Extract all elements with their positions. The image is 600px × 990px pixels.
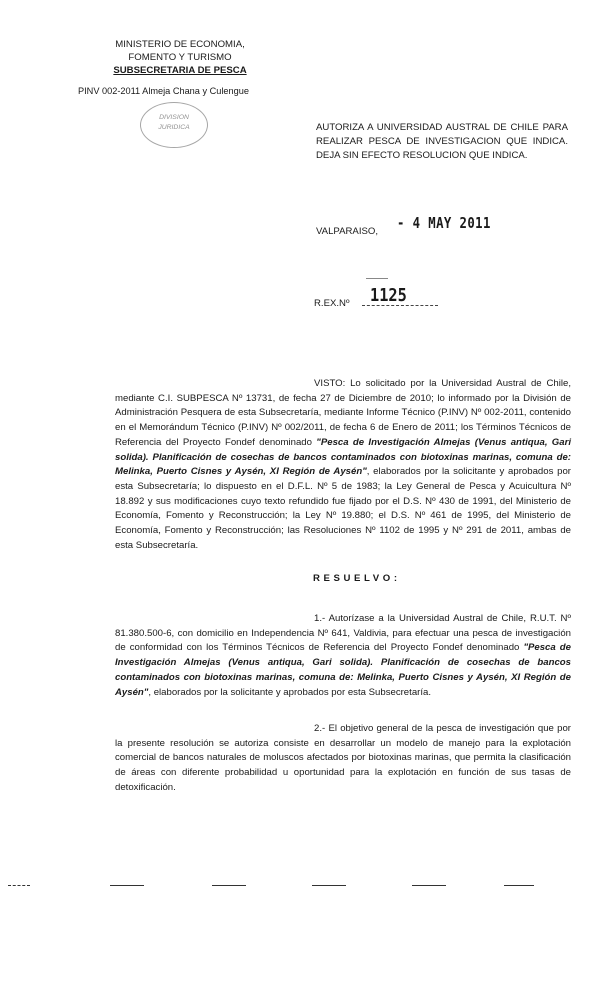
resuelvo-heading: RESUELVO: <box>313 573 401 584</box>
pinv-reference: PINV 002-2011 Almeja Chana y Culengue <box>78 86 249 96</box>
resolution-summary: AUTORIZA A UNIVERSIDAD AUSTRAL DE CHILE PARA REALIZAR PESCA DE INVESTIGACION QUE INDICA. DEJA SIN EFECTO RESOLUCION QUE INDICA. <box>316 122 568 161</box>
stamp-line-1: DIVISION <box>159 114 189 121</box>
visto-text-a: VISTO: Lo solicitado por la Universidad Austral de Chile, mediante C.I. SUBPESCA Nº 13731, de fecha 27 de Diciembre de 2010; lo informado por la División de Administración Pesquera de esta Subsecretaría, mediante Informe Técnico (P.INV) Nº 002-2011, contenido en el Memorándum Técnico (P.INV) Nº 002/2011, de fecha 6 de Enero de 2011; los Términos Técnicos de Referencia del Proyecto Fondef denominado <box>115 378 571 448</box>
footer-rule <box>312 885 346 886</box>
footer-rule <box>504 885 534 886</box>
division-juridica-stamp <box>140 102 208 148</box>
ministry-line-2: FOMENTO Y TURISMO <box>128 52 232 63</box>
ministry-line: MINISTERIO DE ECONOMIA, <box>115 39 245 50</box>
date-stamp: - 4 MAY 2011 <box>397 214 491 232</box>
article-1-text-b: , elaborados por la solicitante y aprobados por esta Subsecretaría. <box>148 686 432 698</box>
article-1-project-title: "Pesca de Investigación Almejas (Venus antiqua, Gari solida). Planificación de cosechas de bancos contaminados con biotoxinas marinas, comuna de: Melinka, Puerto Cisnes y Aysén, XI Región de Aysén" <box>115 642 571 698</box>
visto-text-b: , elaborados por la solicitante y aprobados por esta Subsecretaría; lo dispuesto en el D.F.L. Nº 5 de 1983; la Ley General de Pesca y Acuicultura Nº 18.892 y sus modificaciones cuyo texto refundido fue fijado por el D.S. Nº 430 de 1991, del Ministerio de Economía, Fomento y Reconstrucción; la Ley Nº 19.880; el D.S. Nº 461 de 1995, del Ministerio de Economía, Fomento y Reconstrucción; las Resoluciones Nº 1102 de 1995 y Nº 291 de 2011, ambas de esta Subsecretaría. <box>115 466 571 551</box>
rex-mark <box>366 278 388 279</box>
article-2-text: 2.- El objetivo general de la pesca de investigación que por la presente resolución se autoriza consiste en desarrollar un modelo de manejo para la explotación comercial de bancos naturales de moluscos afectados por biotoxinas marinas, que permita la clasificación de áreas con diferente probabilidad u oportunidad para la explotación en función de sus tasas de detoxificación. <box>115 723 571 793</box>
visto-paragraph <box>115 377 571 553</box>
visto-project-title: "Pesca de Investigación Almejas (Venus antiqua, Gari solida). Planificación de cosechas de bancos contaminados con biotoxinas marinas, comuna de: Melinka, Puerto Cisnes y Aysén, XI Región de Aysén" <box>115 436 571 478</box>
footer-rule <box>8 885 30 886</box>
stamp-line-2: JURIDICA <box>158 124 190 131</box>
article-2 <box>115 722 571 796</box>
place-label: VALPARAISO, <box>316 226 379 237</box>
rex-label: R.EX.Nº <box>314 298 350 309</box>
footer-rule <box>212 885 246 886</box>
article-1 <box>115 612 571 700</box>
rex-underline <box>362 305 438 306</box>
footer-rule <box>110 885 144 886</box>
article-1-text-a: 1.- Autorízase a la Universidad Austral de Chile, R.U.T. Nº 81.380.500-6, con domicilio en Independencia Nº 641, Valdivia, para efectuar una pesca de investigación de conformidad con los Términos Técnicos de Referencia del Proyecto Fondef denominado <box>115 613 571 654</box>
rex-number: 1125 <box>370 285 407 306</box>
letterhead <box>60 38 300 77</box>
subsecretaria-line: SUBSECRETARIA DE PESCA <box>113 65 247 76</box>
footer-rule <box>412 885 446 886</box>
